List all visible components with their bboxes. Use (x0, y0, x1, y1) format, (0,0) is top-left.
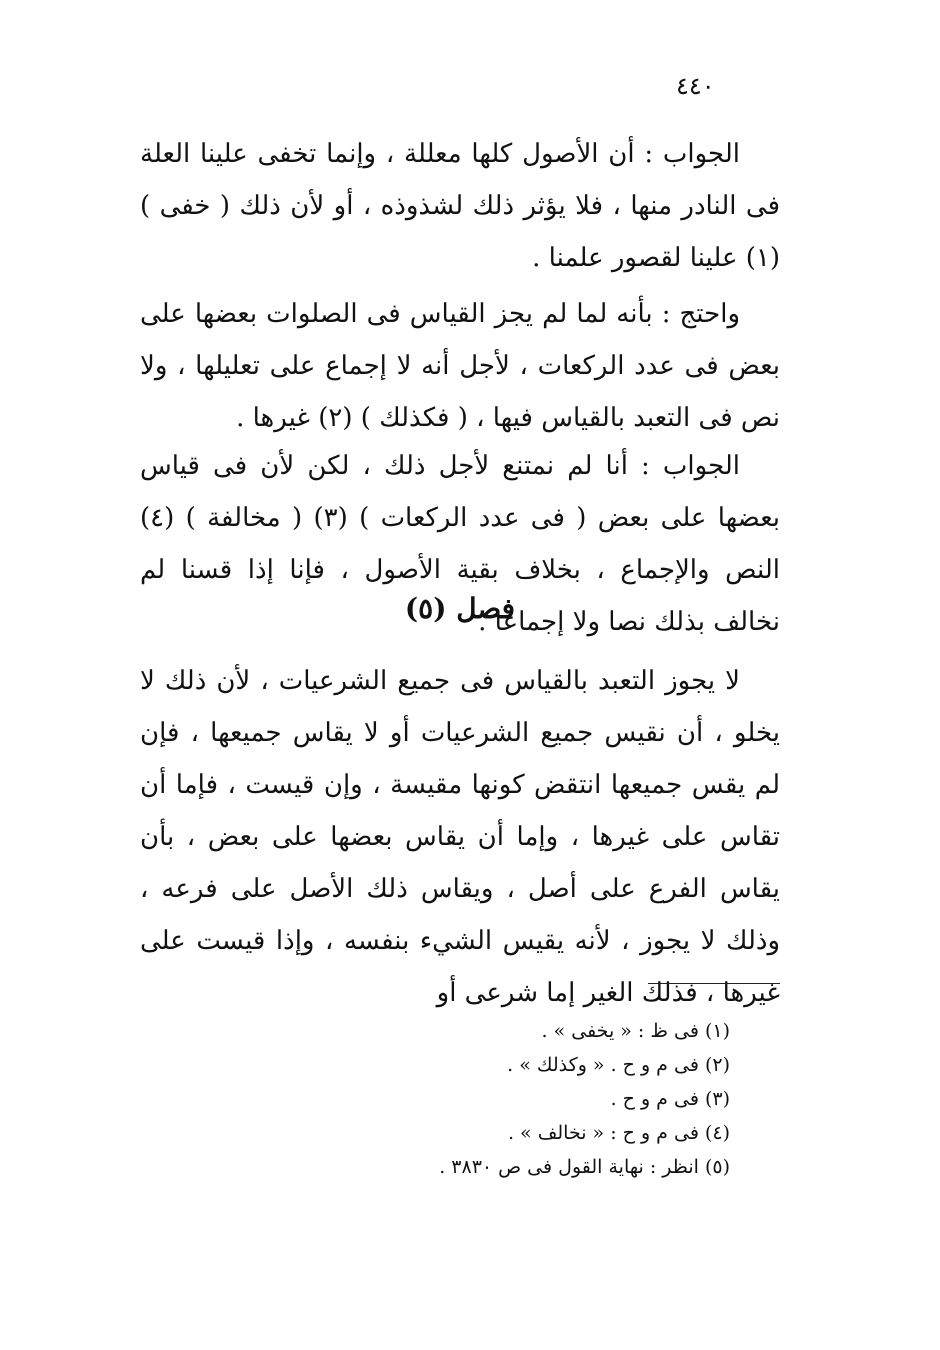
paragraph-1-text: الجواب : أن الأصول كلها معللة ، وإنما تخفى علينا العلة فى النادر منها ، فلا يؤثر ذلك لشذوذه ، أو لأن ذلك ( خفى ) (١) علينا لقصور علمنا . (140, 139, 780, 273)
footnote-3: (٣) فى م و ح . (610, 1088, 730, 1110)
page-number: ٤٤٠ (676, 72, 715, 100)
paragraph-4-text: لا يجوز التعبد بالقياس فى جميع الشرعيات ، لأن ذلك لا يخلو ، أن نقيس جميع الشرعيات أو لا يقاس جميعها ، فإن لم يقس جميعها انتقض كونها مقيسة ، وإن قيست ، فإما أن تقاس على غيرها ، وإما أن يقاس بعضها على بعض ، بأن يقاس الفرع على أصل ، ويقاس ذلك الأصل على فرعه ، وذلك لا يجوز ، لأنه يقيس الشيء بنفسه ، وإذا قيست على غيرها ، فذلك الغير إما شرعى أو (140, 666, 781, 1008)
paragraph-4 (140, 655, 780, 1019)
footnotes (300, 1014, 730, 1184)
paragraph-2-text: واحتج : بأنه لما لم يجز القياس فى الصلوات بعضها على بعض فى عدد الركعات ، لأجل أنه لا إجماع على تعليلها ، ولا نص فى التعبد بالقياس فيها ، ( فكذلك ) (٢) غيرها . (140, 299, 780, 433)
footnote-4: (٤) فى م و ح : « نخالف » . (507, 1122, 730, 1144)
section-heading: فصل (٥) (404, 592, 516, 625)
footnote-1: (١) فى ظ : « يخفى » . (541, 1020, 730, 1042)
paragraph-2 (140, 288, 780, 444)
paragraph-1 (140, 128, 780, 284)
footnote-divider (648, 983, 780, 984)
footnote-2: (٢) فى م و ح . « وكذلك » . (507, 1054, 730, 1076)
footnote-5: (٥) انظر : نهاية القول فى ص ٣٨٣٠ . (439, 1156, 730, 1178)
paragraph-3-text: الجواب : أنا لم نمتنع لأجل ذلك ، لكن لأن فى قياس بعضها على بعض ( فى عدد الركعات ) (٣) ( مخالفة ) (٤) النص والإجماع ، بخلاف بقية الأصول ، فإنا إذا قسنا لم نخالف بذلك نصا ولا إجماعا . (140, 451, 781, 637)
